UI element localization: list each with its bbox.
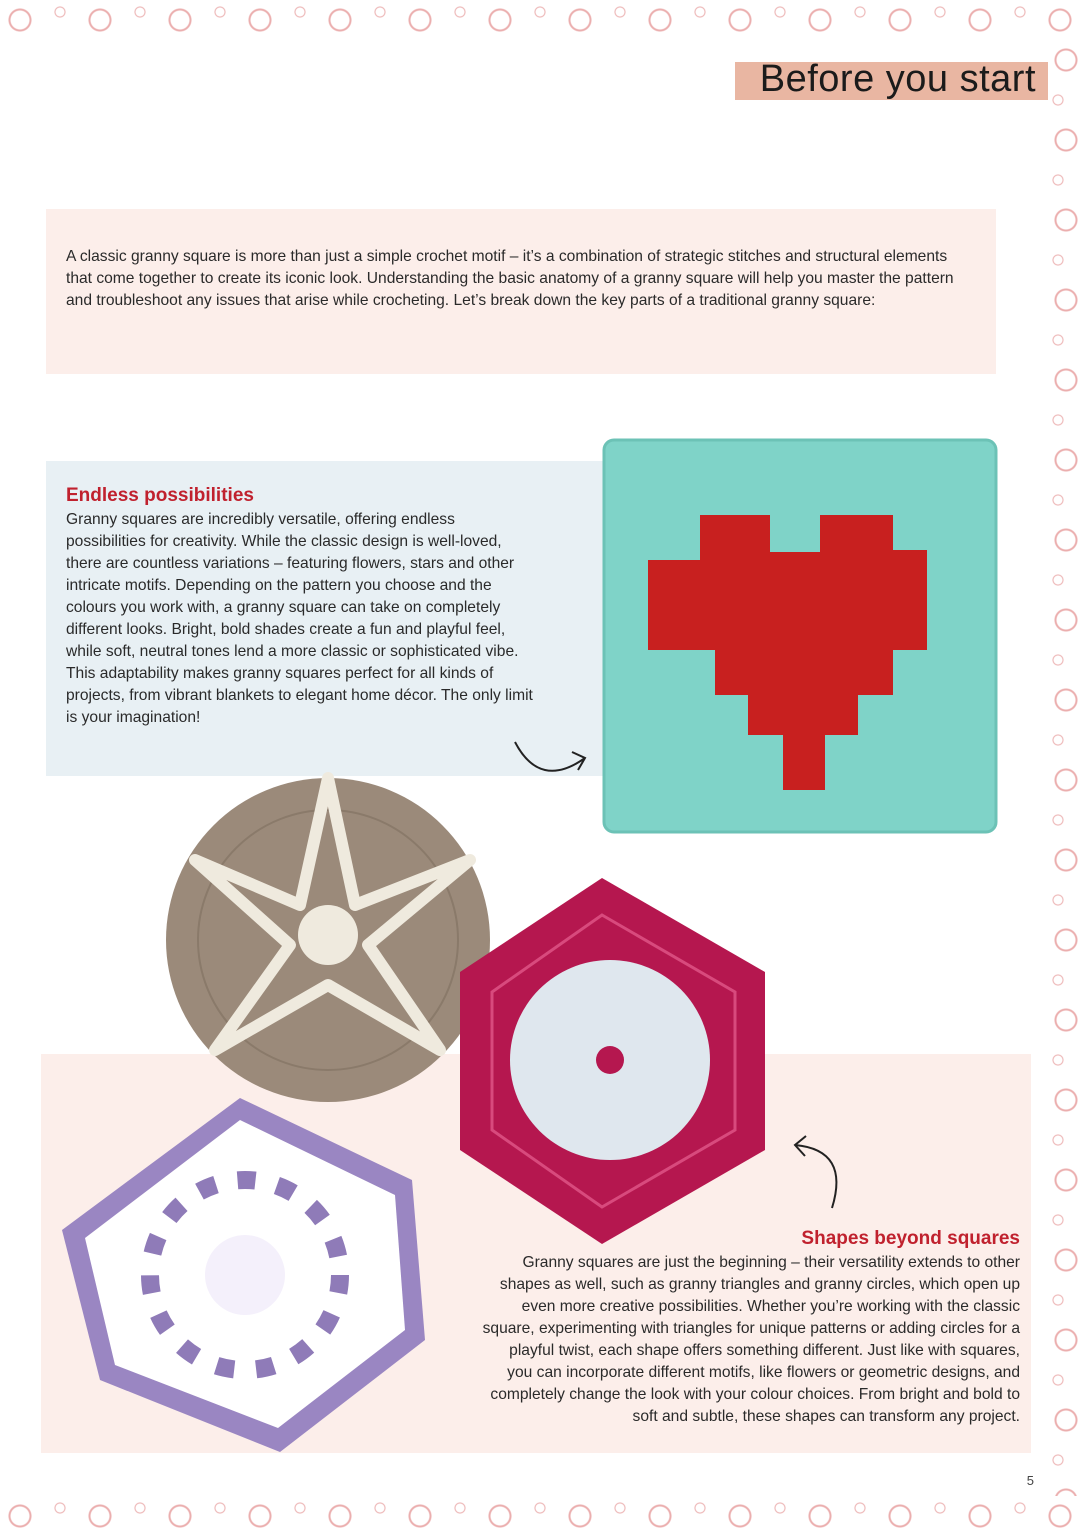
- heart-granny-square-photo: [604, 440, 996, 832]
- arrow-to-hexagon-icon: [795, 1145, 836, 1208]
- flower-hexagon-magenta-photo: [460, 878, 765, 1244]
- intro-paragraph: A classic granny square is more than just a simple crochet motif – it’s a combination of strategic stitches and structural elements that come together to create its iconic look. Understanding the basic anatomy of a granny square will help you master the pattern and troubleshoot any issues that arise while crocheting. Let’s break down the key parts of a traditional granny square:: [66, 248, 954, 309]
- shapes-text-block: [480, 1228, 1020, 1428]
- page-number: 5: [1026, 1473, 1034, 1488]
- endless-paragraph: Granny squares are incredibly versatile, offering endless possibilities for creativity. While the classic design is well-loved, there are countless variations – featuring flowers, stars and other intricate motifs. Depending on the pattern you choose and the colours you work with, a granny square can take on completely different looks. Bright, bold shades create a fun and playful feel, while soft, neutral tones lend a more classic or sophisticated vibe. This adaptability makes granny squares perfect for all kinds of projects, from vibrant blankets to elegant home décor. The only limit is your imagination!: [66, 511, 533, 726]
- snowflake-hexagon-lilac-photo: [62, 1098, 425, 1452]
- page-title: Before you start: [759, 58, 1036, 100]
- arrow-to-heart-head-icon: [572, 752, 585, 770]
- shapes-heading: Shapes beyond squares: [801, 1228, 1020, 1249]
- arrow-to-heart-icon: [515, 742, 585, 771]
- shapes-paragraph: Granny squares are just the beginning – their versatility extends to other shapes as well, such as granny triangles and granny circles, which open up even more creative possibilities. Whether you’re working with the classic square, experimenting with triangles for unique patterns or adding circles for a playful twist, each shape offers something different. Just like with squares, you can incorporate different motifs, like flowers or geometric designs, and completely change the look with your colour choices. From bright and bold to soft and subtle, these shapes can transform any project.: [482, 1254, 1020, 1425]
- star-circle-motif-photo: [166, 778, 490, 1102]
- endless-heading: Endless possibilities: [66, 485, 254, 506]
